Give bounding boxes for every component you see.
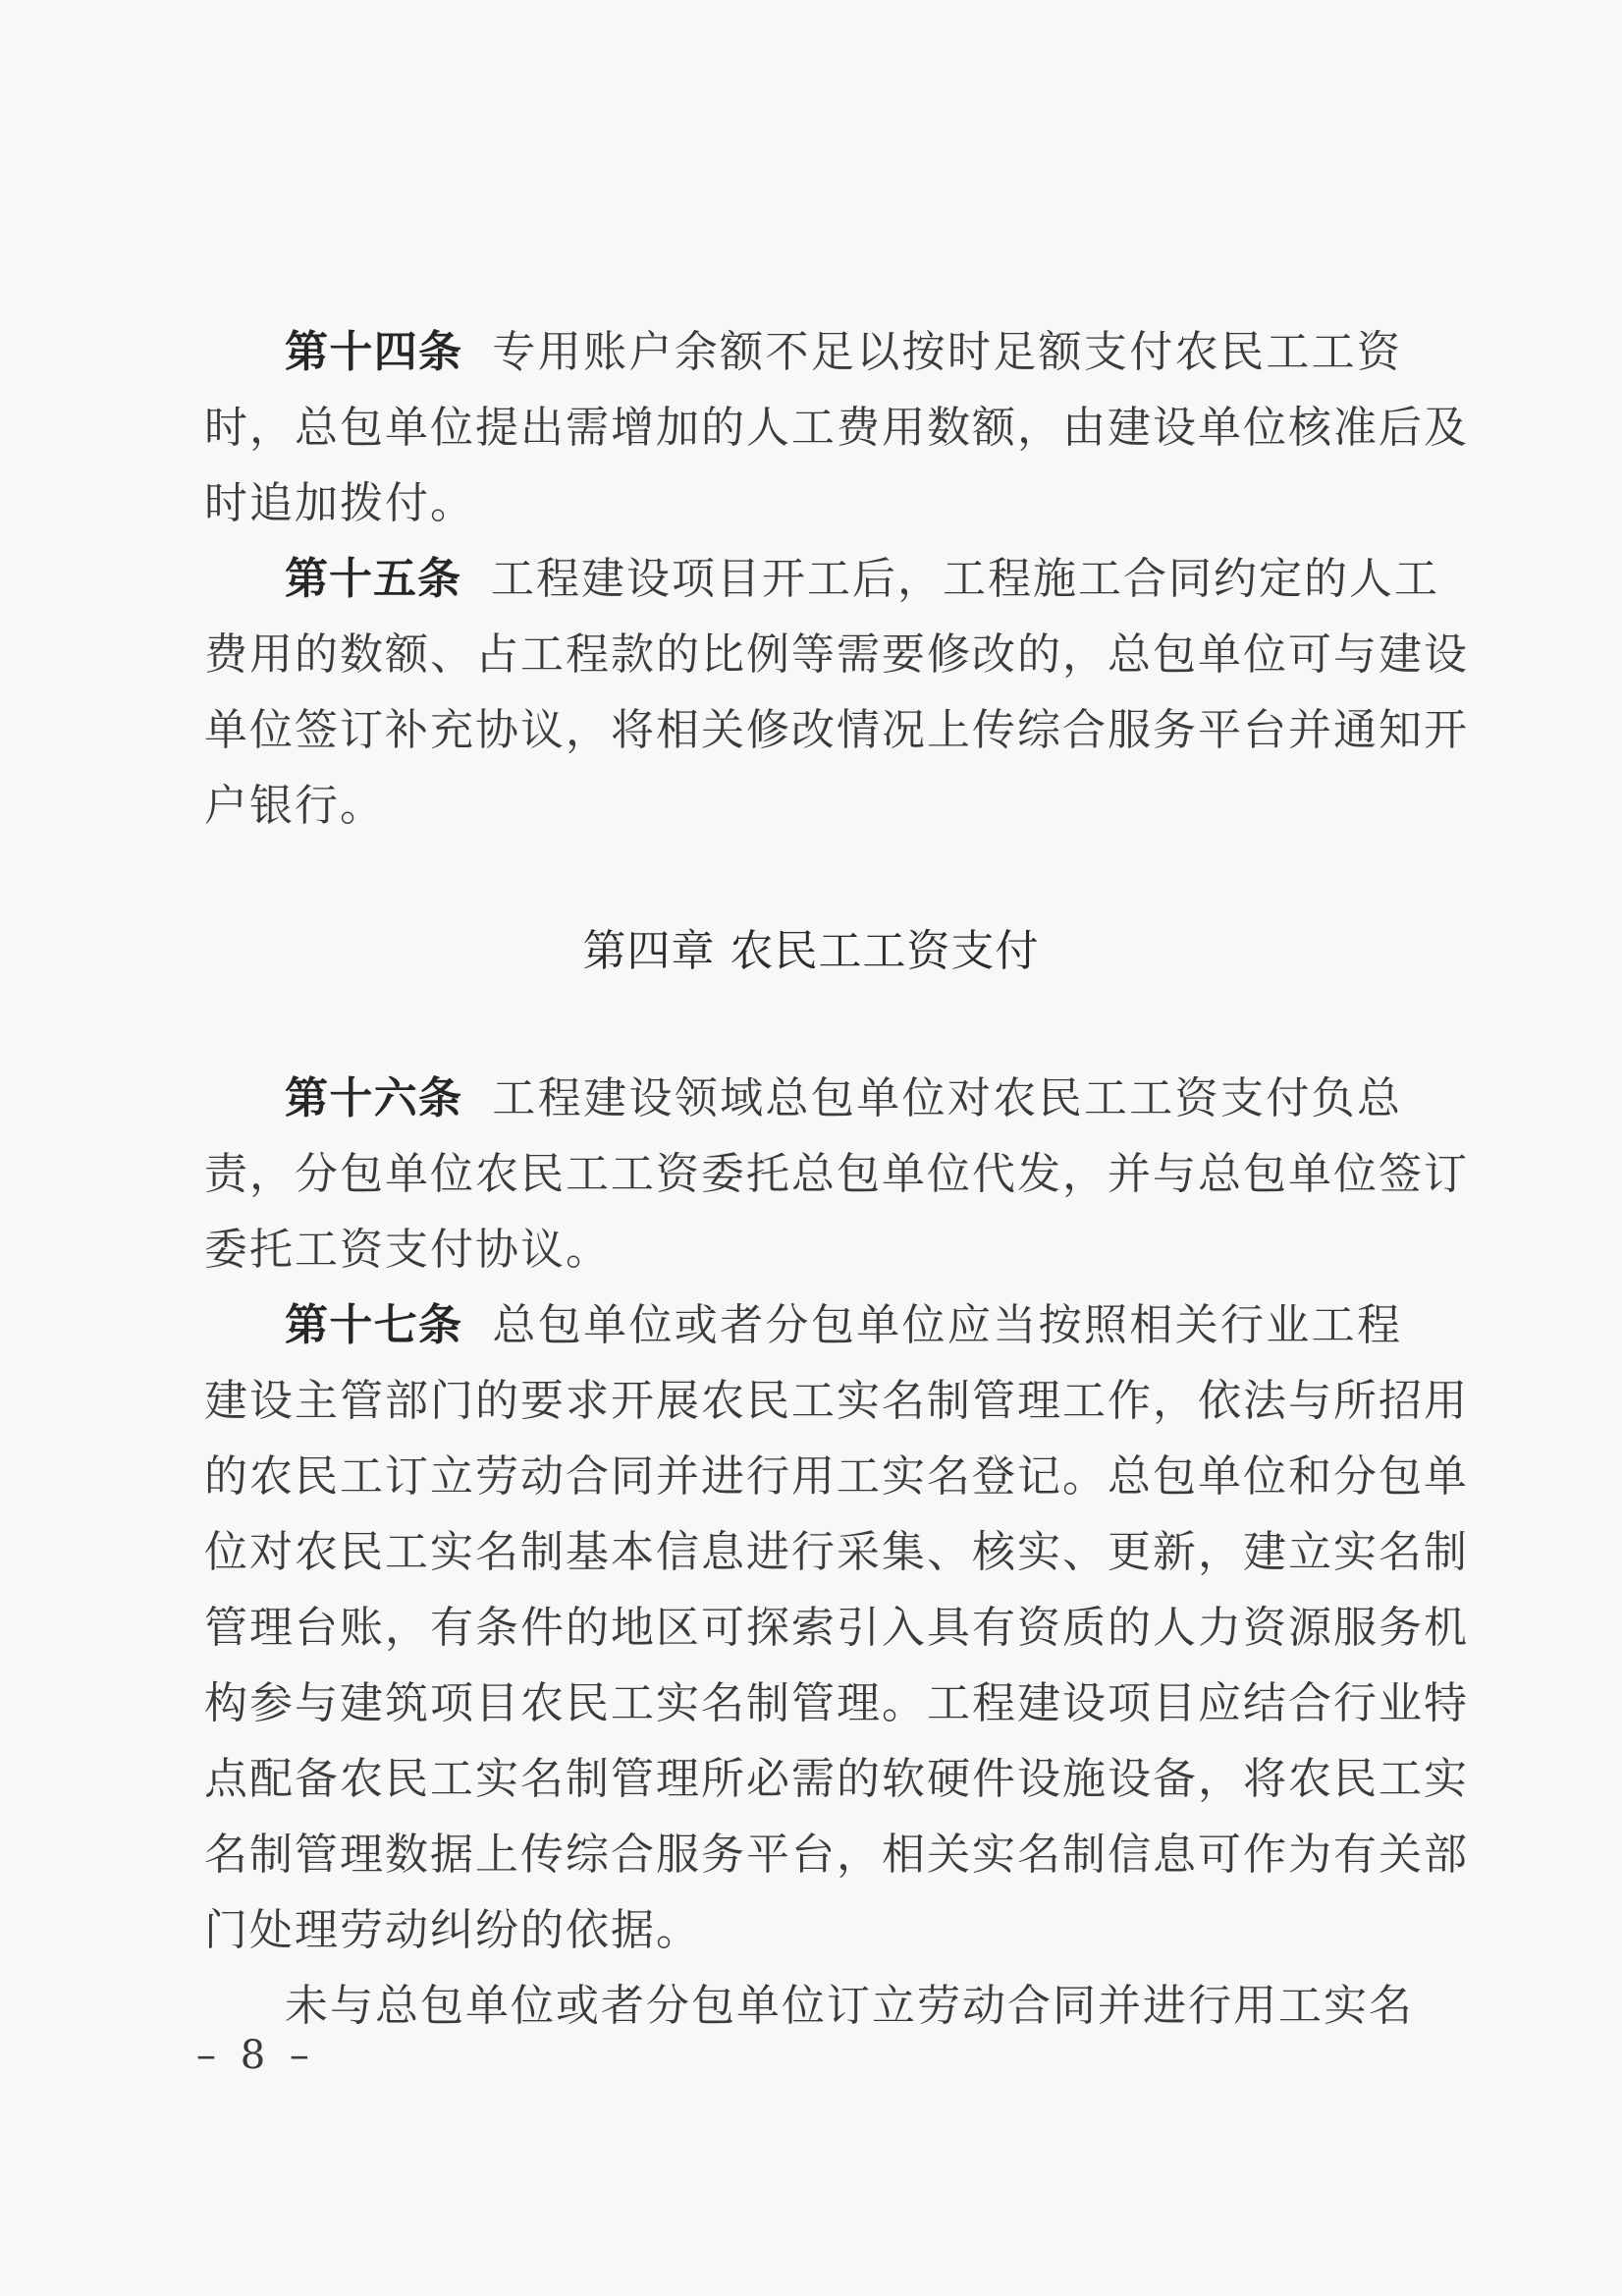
chapter-title: 第四章 农民工工资支付	[582, 926, 1040, 976]
article-17-number: 第十七条	[285, 1300, 463, 1350]
article-17-line-8: 名制管理数据上传综合服务平台，相关实名制信息可作为有关部	[204, 1830, 1469, 1880]
article-14-line-3: 时追加拨付。	[204, 478, 475, 528]
article-15-number: 第十五条	[285, 554, 461, 604]
article-17-line-2: 建设主管部门的要求开展农民工实名制管理工作，依法与所招用	[204, 1376, 1469, 1426]
article-15-line-3: 单位签订补充协议，将相关修改情况上传综合服务平台并通知开	[204, 705, 1469, 755]
article-17-para-2-line-1: 未与总包单位或者分包单位订立劳动合同并进行用工实名	[285, 1981, 1414, 2031]
article-15-line-1	[285, 541, 1439, 617]
article-17-line-3: 的农民工订立劳动合同并进行用工实名登记。总包单位和分包单	[204, 1451, 1469, 1502]
article-17-line-7: 点配备农民工实名制管理所必需的软硬件设施设备，将农民工实	[204, 1754, 1469, 1804]
article-16-line-2: 责，分包单位农民工工资委托总包单位代发，并与总包单位签订	[204, 1149, 1469, 1199]
article-17-text-1: 总包单位或者分包单位应当按照相关行业工程	[492, 1300, 1403, 1350]
article-14-number: 第十四条	[285, 327, 463, 377]
article-16-line-3: 委托工资支付协议。	[204, 1225, 611, 1275]
article-15-text-1: 工程建设项目开工后，工程施工合同约定的人工	[491, 554, 1439, 604]
article-16-number: 第十六条	[285, 1073, 463, 1123]
article-17-line-4: 位对农民工实名制基本信息进行采集、核实、更新，建立实名制	[204, 1527, 1469, 1577]
article-17-line-1	[285, 1287, 1402, 1363]
article-17-line-9: 门处理劳动纠纷的依据。	[204, 1905, 701, 1955]
article-16-line-1	[285, 1061, 1402, 1136]
article-15-line-4: 户银行。	[204, 781, 385, 831]
article-17-line-6: 构参与建筑项目农民工实名制管理。工程建设项目应结合行业特	[204, 1678, 1469, 1728]
article-14-line-1	[285, 314, 1402, 390]
article-14-line-2: 时，总包单位提出需增加的人工费用数额，由建设单位核准后及	[204, 403, 1469, 453]
article-14-text-1: 专用账户余额不足以按时足额支付农民工工资	[492, 327, 1403, 377]
article-15-line-2: 费用的数额、占工程款的比例等需要修改的，总包单位可与建设	[204, 629, 1469, 680]
article-17-line-5: 管理台账，有条件的地区可探索引入具有资质的人力资源服务机	[204, 1603, 1469, 1653]
page-number: – 8 –	[196, 2033, 315, 2078]
article-16-text-1: 工程建设领域总包单位对农民工工资支付负总	[492, 1073, 1403, 1123]
